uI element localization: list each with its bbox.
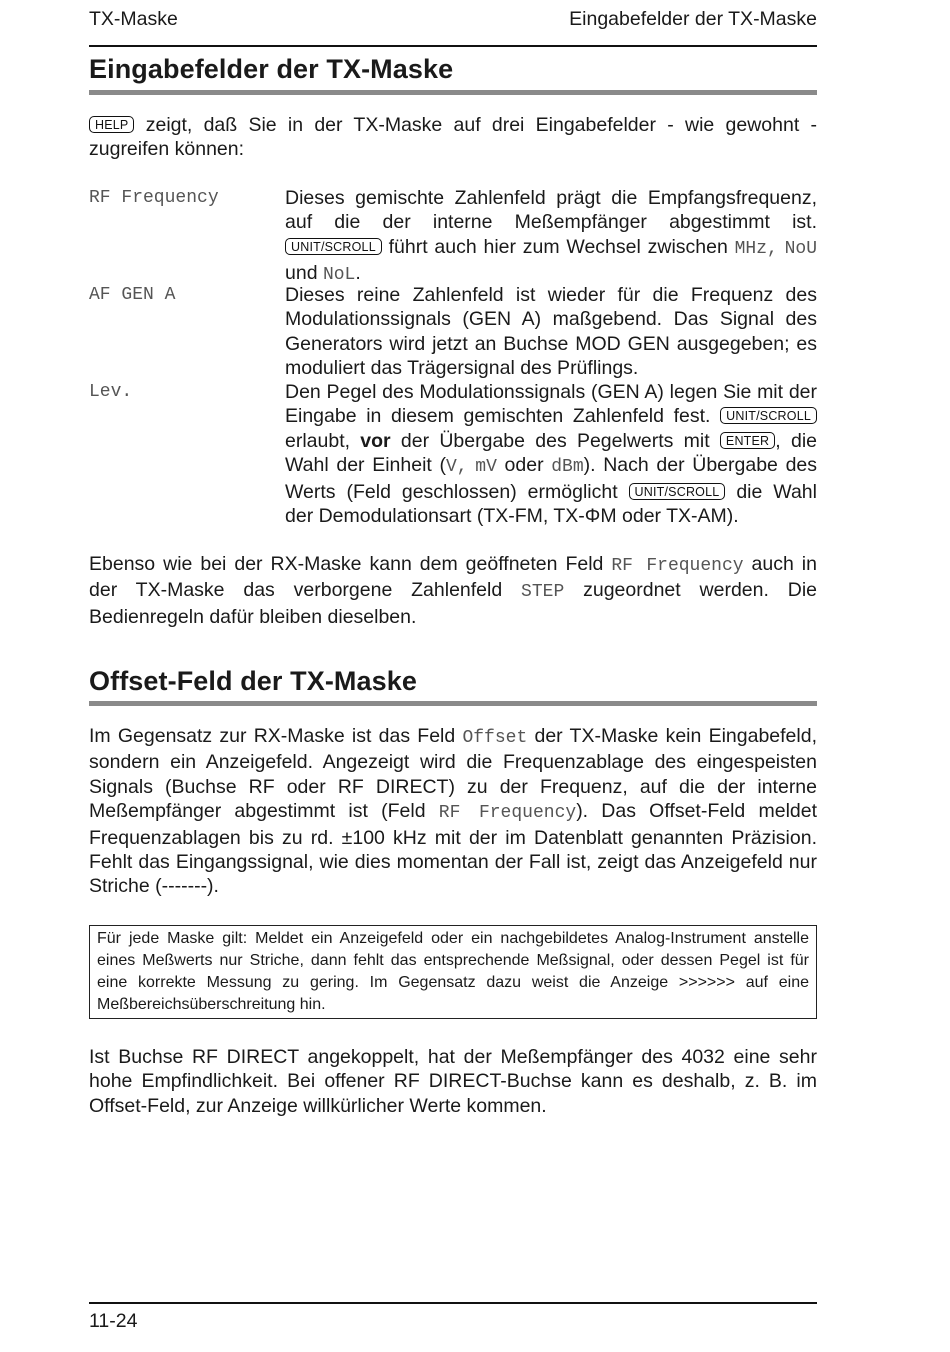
header-rule — [89, 45, 817, 47]
field-term: RF Frequency — [89, 188, 219, 208]
help-key: HELP — [89, 116, 134, 133]
footer-rule — [89, 1302, 817, 1304]
rf-direct-paragraph: Ist Buchse RF DIRECT angekoppelt, hat der Meßempfänger des 4032 eine sehr hohe Empfindlichkeit. Bei offener RF DIRECT-Buchse kann es deshalb, z. B. im Offset-Feld, zur Anzeige willkürlicher Werte kommen. — [89, 1046, 817, 1117]
unit-scroll-key: UNIT/SCROLL — [720, 407, 817, 424]
note-box: Für jede Maske gilt: Meldet ein Anzeigefeld oder ein nachgebildetes Analog-Instrument anstelle eines Meßwerts nur Striche, dann fehlt das entsprechende Meßsignal, oder dessen Pegel ist für eine korrekte Messung zu gering. Im Gegensatz dazu weist die Anzeige >>>>>> auf eine Meßbereichsüberschreitung hin. — [89, 925, 817, 1019]
outro-paragraph: Ebenso wie bei der RX-Maske kann dem geöffneten Feld RF Frequency auch in der TX-Maske das verborgene Zahlenfeld STEP zugeordnet werden. Die Bedienregeln dafür bleiben dieselben. — [89, 553, 823, 628]
running-header — [89, 8, 817, 38]
unit-scroll-key: UNIT/SCROLL — [629, 483, 726, 500]
header-section: Eingabefelder der TX-Maske — [569, 8, 817, 30]
offset-paragraph: Im Gegensatz zur RX-Maske ist das Feld Offset der TX-Maske kein Eingabefeld, sondern ein Anzeigefeld. Angezeigt wird die Frequenzablage des eingespeisten Signals (Buchse RF oder RF DIRECT) zu der Frequenz, auf die der interne Meßempfänger abgestimmt ist (Feld RF Frequency). Das Offset-Feld meldet Frequenzablagen bis zu rd. ±100 kHz mit der im Datenblatt genannten Präzision. Fehlt das Eingangssignal, wie dies momentan der Fall ist, zeigt das Anzeigefeld nur Striche (-------). — [89, 725, 823, 898]
unit-scroll-key: UNIT/SCROLL — [285, 238, 382, 255]
header-chapter: TX-Maske — [89, 8, 178, 30]
section-title-offset-field: Offset-Feld der TX-Maske — [89, 666, 417, 696]
field-term: AF GEN A — [89, 285, 176, 305]
title-underline — [89, 90, 817, 95]
section-title-input-fields: Eingabefelder der TX-Maske — [89, 54, 454, 84]
page-number: 11-24 — [89, 1310, 138, 1332]
title-underline — [89, 701, 817, 706]
field-term: Lev. — [89, 382, 133, 402]
field-description: Dieses reine Zahlenfeld ist wieder für die Frequenz des Modulationssignals (GEN A) maßgebend. Das Signal des Generators wird jetzt an Buchse MOD GEN ausgegeben; es moduliert das Trägersignal des Prüflings. — [285, 284, 817, 380]
intro-paragraph: HELP zeigt, daß Sie in der TX-Maske auf drei Eingabefelder - wie gewohnt - zugreifen können: — [89, 114, 823, 161]
field-description: Dieses gemischte Zahlenfeld prägt die Empfangsfrequenz, auf die der interne Meßempfänger abgestimmt ist. UNIT/SCROLL führt auch hier zum Wechsel zwischen MHz, NoU und NoL. — [285, 187, 823, 286]
enter-key: ENTER — [720, 432, 775, 449]
field-description: Den Pegel des Modulationssignals (GEN A) legen Sie mit der Eingabe in diesem gemischten Zahlenfeld fest. UNIT/SCROLL erlaubt, vor der Übergabe des Pegelwerts mit ENTER , die Wahl der Einheit (V, mV oder dBm). Nach der Übergabe des Werts (Feld geschlossen) ermöglicht UNIT/SCROLL die Wahl der Demodulationsart (TX-FM, TX-ΦM oder TX-AM). — [285, 381, 823, 528]
